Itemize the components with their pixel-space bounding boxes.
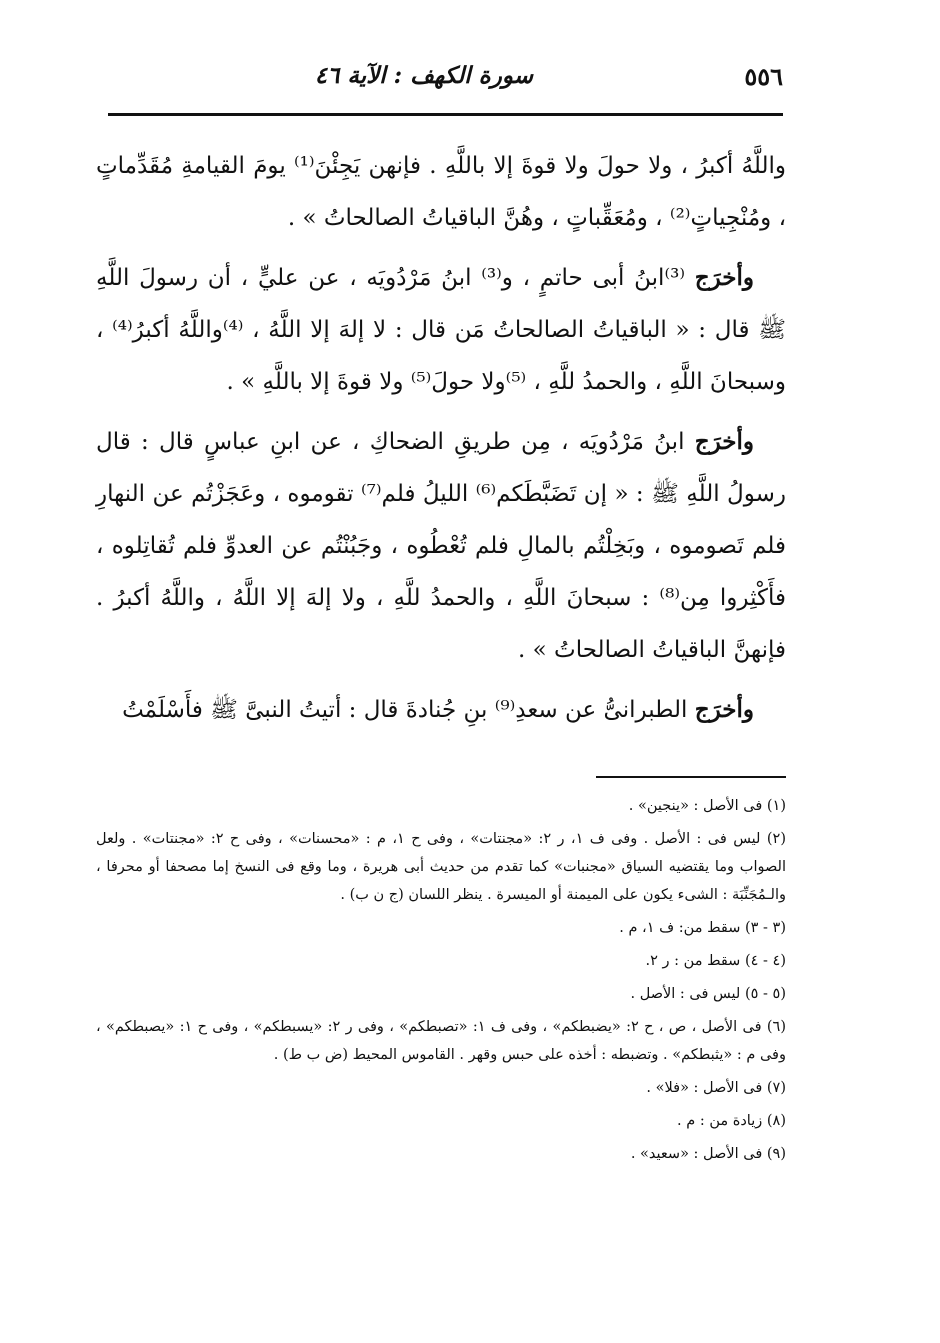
paragraph-4 [96,684,786,736]
footnote-8: (٨) زيادة من : م . [677,1113,786,1129]
page-header [108,58,783,108]
footnote-2: (٢) ليس فى : الأصل . وفى ف ١، ر ٢: «مجنتات» ، وفى ح ١، م : «محسنات» ، وفى ح ٢: «مجنتات» . ولعل الصواب وما يقتضيه السياق «مجنبات» كما تقدم من حديث أبى هريرة ، وما وقع فى النسخ إما مصحفا أو محرفا ، والـمُجَنِّبَة : الشىء يكون على الميمنة أو الميسرة . ينظر اللسان (ج ن ب) . [96,831,786,903]
paragraph-3-text: ابنُ مَرْدُويَه ، مِن طريقِ الضحاكِ ، عن ابنِ عباسٍ قال : قال رسولُ اللَّهِ ﷺ : « إن تَضَبَّطَكم⁽⁶⁾ الليلُ فلم⁽⁷⁾ تقوموه ، وعَجَزْتُم عن النهارِ فلم تَصوموه ، وبَخِلْتُم بالمالِ فلم تُعْطُوه ، وجَبُنْتُم عن العدوِّ فلم تُقاتِلوه ، فأَكْثِروا مِن⁽⁸⁾ : سبحانَ اللَّهِ ، والحمدُ للَّهِ ، ولا إلهَ إلا اللَّهُ ، واللَّهُ أكبرُ . فإنهنَّ الباقياتُ الصالحاتُ » . [96,429,786,663]
footnote-rule [596,776,786,778]
footnotes [96,792,786,1173]
paragraph-4-lead: وأخرَج [694,696,754,723]
footnote-1: (١) فى الأصل : «ينجين» . [628,798,786,814]
running-title: سورة الكهف : الآية ٤٦ [314,62,533,89]
paragraph-2 [96,252,786,408]
paragraph-4-text: الطبرانىُّ عن سعدِ⁽⁹⁾ بنِ جُنادةَ قال : أتيتُ النبىَّ ﷺ فأَسْلَمْتُ [122,697,695,723]
page-number: ٥٥٦ [744,62,783,91]
footnote-9: (٩) فى الأصل : «سعيد» . [630,1146,786,1162]
paragraph-1-text: واللَّهُ أكبرُ ، ولا حولَ ولا قوةَ إلا باللَّهِ . فإنهن يَجِئْنَ⁽¹⁾ يومَ القيامةِ مُقَدِّماتٍ ، ومُنْجِياتٍ⁽²⁾ ، ومُعَقِّباتٍ ، وهُنَّ الباقياتُ الصالحاتُ » . [96,153,787,231]
paragraph-3-lead: وأخرَج [694,428,754,455]
main-text [96,140,786,744]
footnote-5: (٥ - ٥) ليس فى : الأصل . [630,986,786,1002]
footnote-4: (٤ - ٤) سقط من : ر ٢. [645,953,786,969]
footnote-6: (٦) فى الأصل ، ص ، ح ٢: «يضبطكم» ، وفى ف ١: «تصبطكم» ، وفى ر ٢: «يسبطكم» ، وفى ح ١: «يصبطكم» ، وفى م : «يثبطكم» . وتضبطه : أخذه على حبس وقهر . القاموس المحيط (ض ب ط) . [96,1019,786,1063]
paragraph-2-lead: وأخرَج [694,264,754,291]
paragraph-3 [96,416,786,676]
paragraph-1 [96,140,786,244]
footnote-3: (٣ - ٣) سقط من: ف ١، م . [619,920,786,936]
footnote-7: (٧) فى الأصل : «فلا» . [646,1080,786,1096]
paragraph-2-text: ⁽³⁾ابنُ أبى حاتمٍ ، و⁽³⁾ ابنُ مَرْدُويَه ، عن عليٍّ ، أن رسولَ اللَّهِ ﷺ قال : « الباقياتُ الصالحاتُ مَن قال : لا إلهَ إلا اللَّهُ ، ⁽⁴⁾واللَّهُ أكبرُ⁽⁴⁾ ، وسبحانَ اللَّهِ ، والحمدُ للَّهِ ، ⁽⁵⁾ولا حولَ⁽⁵⁾ ولا قوةَ إلا باللَّهِ » . [96,265,787,395]
header-rule [108,113,783,116]
